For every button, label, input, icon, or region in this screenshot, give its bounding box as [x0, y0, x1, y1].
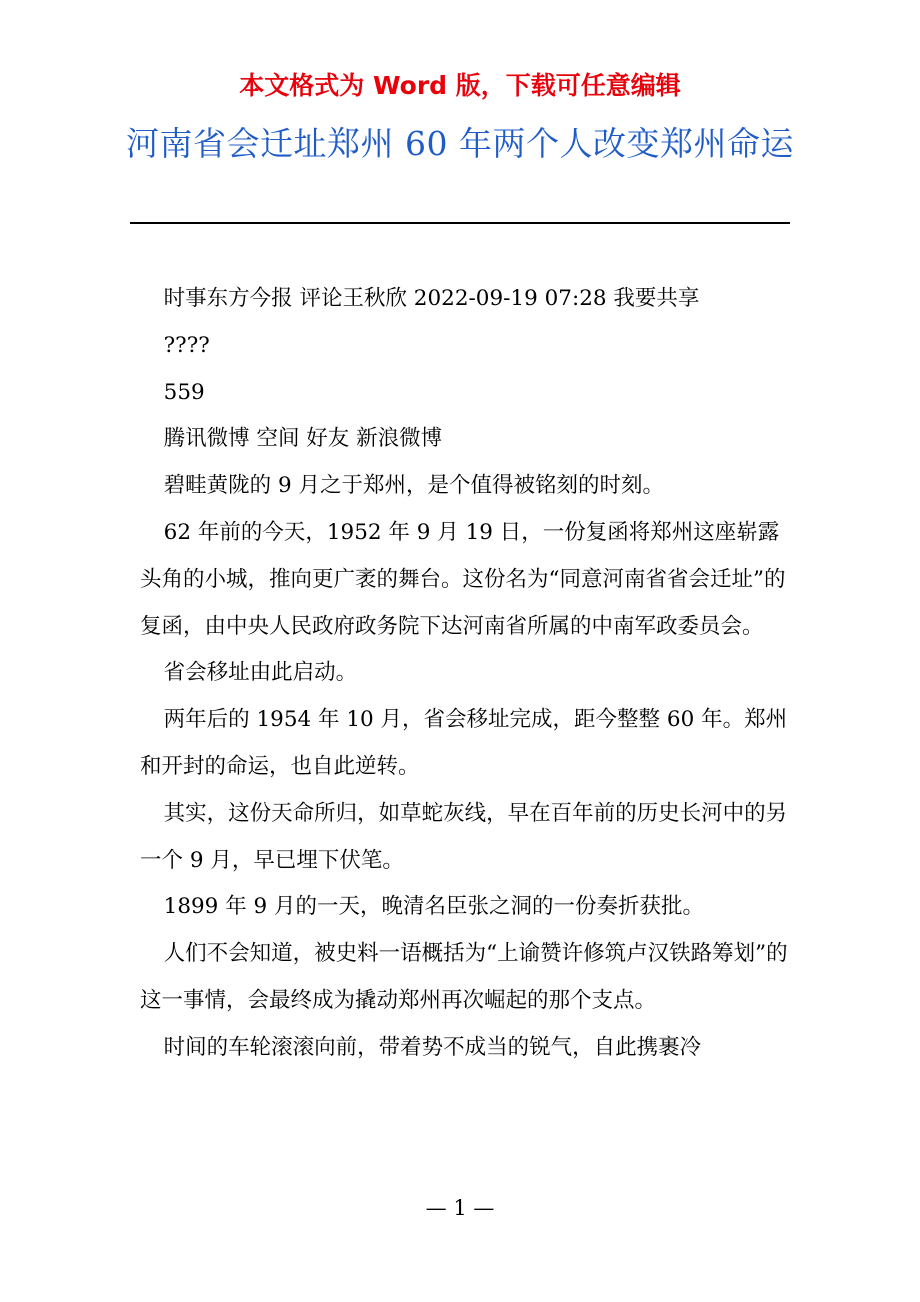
paragraph: 时间的车轮滚滚向前，带着势不成当的锐气，自此携裹冷 — [163, 1034, 702, 1060]
paragraph: 其实，这份天命所归，如草蛇灰线，早在百年前的历史长河中的另一个 9 月，早已埋下伏笔。 — [140, 800, 788, 873]
paragraph: 62 年前的今天，1952 年 9 月 19 日，一份复函将郑州这座崭露头角的小城，推向更广袤的舞台。这份名为“同意河南省省会迁址”的复函，由中央人民政府政务院下达河南省所属的中南军政委员会。 — [140, 519, 786, 639]
document-title: 河南省会迁址郑州 60 年两个人改变郑州命运 — [126, 124, 794, 163]
page-number: — 1 — — [425, 1196, 495, 1220]
share-targets: 腾讯微博 空间 好友 新浪微博 — [163, 426, 443, 452]
paragraph: 省会移址由此启动。 — [163, 660, 358, 686]
article-meta-line: 时事东方今报 评论王秋欣 2022-09-19 07:28 我要共享 — [163, 286, 700, 311]
paragraph: 人们不会知道，被史料一语概括为“上谕赞许修筑卢汉铁路筹划”的这一事情，会最终成为撬动郑州再次崛起的那个支点。 — [140, 941, 788, 1013]
paragraph: 碧畦黄陇的 9 月之于郑州，是个值得被铭刻的时刻。 — [163, 473, 664, 499]
paragraph: 1899 年 9 月的一天，晚清名臣张之洞的一份奏折获批。 — [163, 894, 705, 920]
word-format-banner: 本文格式为 Word 版，下载可任意编辑 — [239, 71, 681, 100]
article-body — [140, 276, 800, 1072]
paragraph: 两年后的 1954 年 10 月，省会移址完成，距今整整 60 年。郑州和开封的命运，也自此逆转。 — [140, 707, 788, 779]
share-icons-placeholder: ???? — [163, 332, 210, 358]
share-count: 559 — [163, 379, 205, 405]
title-divider — [130, 222, 790, 224]
